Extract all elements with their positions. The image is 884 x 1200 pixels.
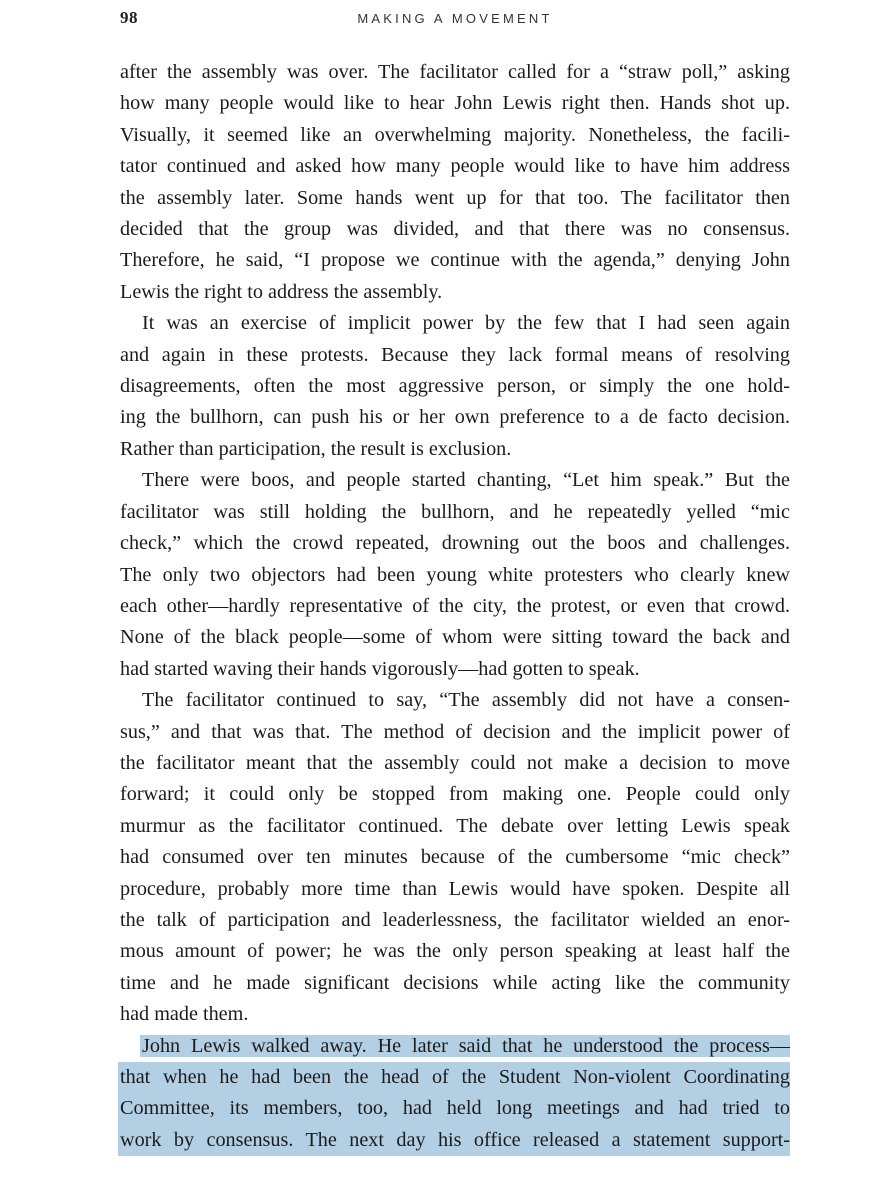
- text-line: sus,” and that was that. The method of decision and the implicit power of: [120, 720, 790, 743]
- page-number: 98: [120, 8, 138, 27]
- running-head: [120, 8, 790, 32]
- text-line: There were boos, and people started chanting, “Let him speak.” But the: [142, 469, 790, 492]
- paragraph-4: [120, 685, 790, 1030]
- text-line: Rather than participation, the result is exclusion.: [120, 437, 512, 460]
- text-line: It was an exercise of implicit power by the few that I had seen again: [142, 312, 790, 335]
- text-line: The facilitator continued to say, “The assembly did not have a consen-: [142, 689, 790, 712]
- text-highlight[interactable]: that when he had been the head of the Student Non-violent Coordinating: [118, 1062, 790, 1093]
- paragraph-1: [120, 57, 790, 308]
- text-line[interactable]: [120, 1031, 790, 1062]
- paragraph-5-highlighted[interactable]: [120, 1031, 790, 1157]
- text-line: None of the black people—some of whom were sitting toward the back and: [120, 626, 790, 649]
- text-line: had consumed over ten minutes because of the cumbersome “mic check”: [120, 846, 790, 869]
- text-line: after the assembly was over. The facilitator called for a “straw poll,” asking: [120, 61, 790, 83]
- text-line: the assembly later. Some hands went up for that too. The facilitator then: [120, 186, 790, 209]
- text-line: and again in these protests. Because they lack formal means of resolving: [120, 343, 790, 366]
- text-line: decided that the group was divided, and that there was no consensus.: [120, 218, 790, 241]
- text-line: had made them.: [120, 1003, 249, 1026]
- text-line: the facilitator meant that the assembly could not make a decision to move: [120, 751, 790, 774]
- text-line: how many people would like to hear John Lewis right then. Hands shot up.: [120, 92, 790, 115]
- text-line: check,” which the crowd repeated, drowning out the boos and challenges.: [120, 532, 790, 555]
- text-line: the talk of participation and leaderlessness, the facilitator wielded an enor-: [120, 908, 790, 931]
- text-line: Visually, it seemed like an overwhelming majority. Nonetheless, the facili-: [120, 123, 790, 146]
- text-highlight[interactable]: Committee, its members, too, had held long meetings and had tried to: [118, 1093, 790, 1124]
- text-line: Therefore, he said, “I propose we continue with the agenda,” denying John: [120, 249, 790, 272]
- chapter-title: MAKING A MOVEMENT: [357, 11, 553, 26]
- text-line: Lewis the right to address the assembly.: [120, 280, 443, 303]
- text-line: had started waving their hands vigorously—had gotten to speak.: [120, 657, 640, 680]
- text-line: disagreements, often the most aggressive person, or simply the one hold-: [120, 375, 790, 398]
- text-highlight[interactable]: John Lewis walked away. He later said that he understood the process—: [142, 1034, 790, 1057]
- text-line: time and he made significant decisions while acting like the community: [120, 971, 790, 994]
- body-text: [120, 57, 790, 1156]
- text-highlight[interactable]: work by consensus. The next day his office released a statement support-: [118, 1125, 790, 1156]
- text-line: each other—hardly representative of the city, the protest, or even that crowd.: [120, 594, 790, 617]
- text-line: procedure, probably more time than Lewis would have spoken. Despite all: [120, 877, 790, 900]
- text-line: tator continued and asked how many people would like to have him address: [120, 155, 790, 178]
- paragraph-2: [120, 308, 790, 465]
- text-line: ing the bullhorn, can push his or her own preference to a de facto decision.: [120, 406, 790, 429]
- paragraph-3: [120, 465, 790, 685]
- text-line: The only two objectors had been young white protesters who clearly knew: [120, 563, 790, 586]
- text-line: facilitator was still holding the bullhorn, and he repeatedly yelled “mic: [120, 500, 790, 523]
- text-line: mous amount of power; he was the only person speaking at least half the: [120, 940, 790, 963]
- text-line: murmur as the facilitator continued. The debate over letting Lewis speak: [120, 814, 790, 837]
- text-line: forward; it could only be stopped from making one. People could only: [120, 783, 790, 806]
